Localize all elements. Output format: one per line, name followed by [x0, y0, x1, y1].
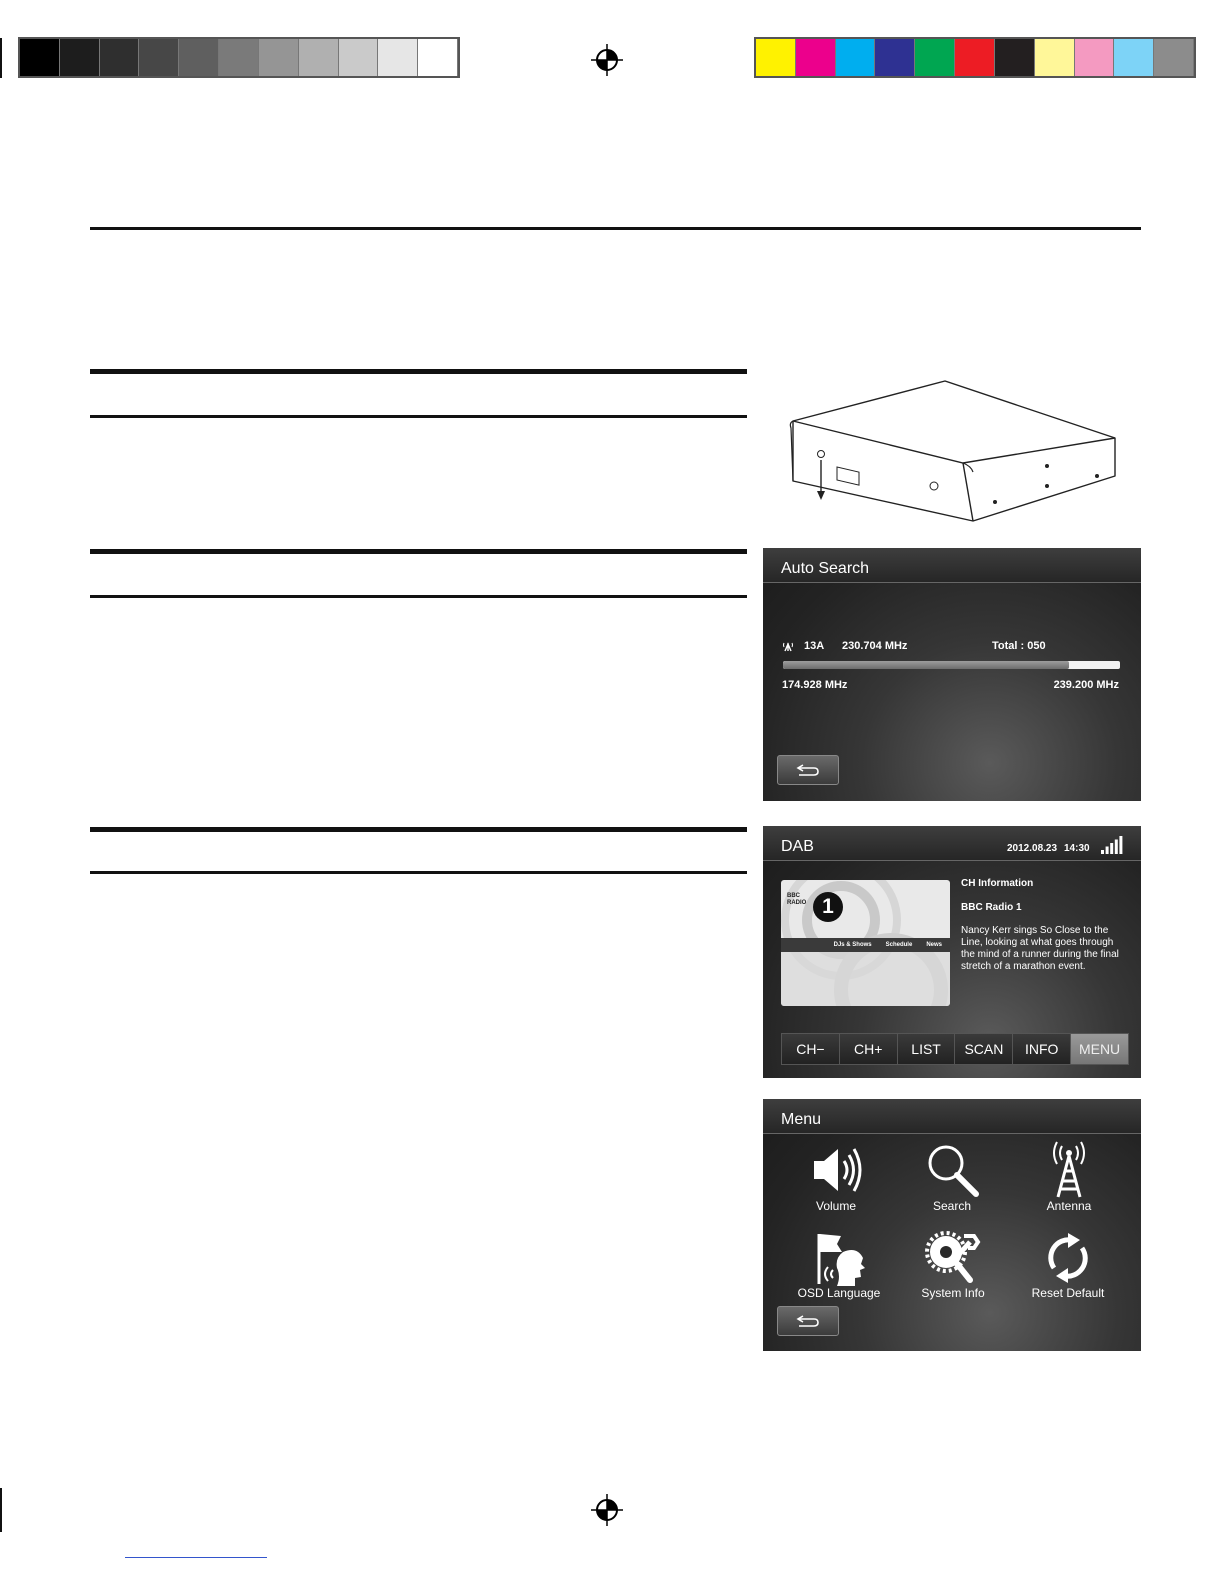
- menu-item-osd-language-label: OSD Language: [797, 1286, 881, 1300]
- menu-item-system-info-label: System Info: [921, 1286, 985, 1300]
- dab-button-bar: [781, 1033, 1129, 1065]
- bbc-radio-brand: BBC RADIO: [787, 893, 807, 906]
- signal-strength-icon: [1100, 835, 1124, 855]
- range-start-label: 174.928 MHz: [782, 679, 848, 691]
- menu-item-search[interactable]: [897, 1141, 1007, 1213]
- section3-bottom-rule: [90, 871, 747, 874]
- section2-bottom-rule: [90, 595, 747, 598]
- gray-swatch: [219, 39, 259, 76]
- gray-swatch: [179, 39, 219, 76]
- color-swatch: [995, 39, 1035, 76]
- system-info-icon: [924, 1230, 982, 1286]
- color-swatch: [756, 39, 796, 76]
- ch-plus-button[interactable]: CH+: [840, 1034, 898, 1064]
- section1-bottom-rule: [90, 415, 747, 418]
- dab-time: 14:30: [1064, 843, 1090, 854]
- gray-swatch: [259, 39, 299, 76]
- antenna-icon: [1041, 1141, 1097, 1199]
- volume-icon: [808, 1141, 864, 1199]
- menu-item-reset-default-label: Reset Default: [1031, 1286, 1105, 1300]
- search-progress-bar: [783, 661, 1120, 669]
- gray-swatch: [378, 39, 418, 76]
- menu-item-volume-label: Volume: [815, 1199, 857, 1213]
- signal-bar: [1106, 847, 1109, 855]
- info-button[interactable]: INFO: [1013, 1034, 1071, 1064]
- search-progress-fill: [783, 661, 1069, 669]
- station-nav-bar: [781, 938, 950, 952]
- gray-calibration-strip: [18, 37, 460, 78]
- gray-swatch: [339, 39, 379, 76]
- signal-bar: [1119, 836, 1122, 854]
- list-button[interactable]: LIST: [898, 1034, 956, 1064]
- station-nav-djs: DJs & Shows: [833, 942, 872, 948]
- device-illustration: [785, 376, 1125, 526]
- station-nav-schedule: Schedule: [885, 942, 913, 948]
- color-swatch: [1035, 39, 1075, 76]
- back-arrow-icon: [795, 763, 821, 777]
- search-icon: [924, 1141, 980, 1199]
- total-label: Total : 050: [992, 640, 1046, 652]
- gray-swatch: [20, 39, 60, 76]
- range-end-label: 239.200 MHz: [1053, 679, 1119, 691]
- frequency-label: 230.704 MHz: [842, 640, 908, 652]
- signal-bar: [1115, 840, 1118, 855]
- station-number-badge: [813, 892, 843, 922]
- back-arrow-icon: [795, 1314, 821, 1328]
- station-number: 1: [822, 895, 834, 918]
- registration-mark-bottom-icon: [591, 1494, 623, 1526]
- color-swatch: [1075, 39, 1115, 76]
- color-calibration-strip: [754, 37, 1196, 78]
- info-heading: CH Information: [961, 878, 1034, 889]
- color-swatch: [915, 39, 955, 76]
- gray-swatch: [100, 39, 140, 76]
- channel-label: 13A: [804, 640, 825, 652]
- menu-item-volume[interactable]: [781, 1141, 891, 1213]
- gray-swatch: [60, 39, 100, 76]
- color-swatch: [875, 39, 915, 76]
- menu-item-osd-language[interactable]: [784, 1230, 894, 1300]
- crop-mark-left-top: [0, 38, 2, 78]
- color-swatch: [796, 39, 836, 76]
- menu-item-system-info[interactable]: [898, 1230, 1008, 1300]
- registration-mark-icon: [591, 44, 623, 76]
- station-logo-card: [781, 880, 950, 1006]
- station-name: BBC Radio 1: [961, 902, 1022, 913]
- menu-item-reset-default[interactable]: [1013, 1230, 1123, 1300]
- color-swatch: [1154, 39, 1194, 76]
- signal-bar: [1110, 843, 1113, 854]
- scan-button[interactable]: SCAN: [955, 1034, 1013, 1064]
- crop-mark-left-bottom: [0, 1488, 2, 1532]
- auto-search-screen: [763, 548, 1141, 801]
- reset-icon: [1040, 1230, 1096, 1286]
- menu-title: Menu: [781, 1111, 822, 1128]
- section1-top-rule: [90, 369, 747, 374]
- ch-minus-button[interactable]: CH−: [782, 1034, 840, 1064]
- dab-date: 2012.08.23: [1007, 843, 1058, 854]
- footer-link-underline: [125, 1557, 267, 1558]
- section3-top-rule: [90, 827, 747, 832]
- menu-back-button[interactable]: [777, 1306, 839, 1336]
- menu-button[interactable]: MENU: [1071, 1034, 1128, 1064]
- menu-item-antenna-label: Antenna: [1046, 1199, 1092, 1213]
- color-swatch: [836, 39, 876, 76]
- color-swatch: [1114, 39, 1154, 76]
- back-button[interactable]: [777, 755, 839, 785]
- station-nav-news: News: [926, 942, 942, 948]
- menu-item-antenna[interactable]: [1014, 1141, 1124, 1213]
- dab-title: DAB: [781, 838, 814, 855]
- menu-screen: [763, 1099, 1141, 1351]
- gray-swatch: [418, 39, 458, 76]
- language-icon: [811, 1230, 867, 1286]
- header-rule: [90, 227, 1141, 230]
- dab-screen: [763, 826, 1141, 1078]
- color-swatch: [955, 39, 995, 76]
- gray-swatch: [139, 39, 179, 76]
- station-description: Nancy Kerr sings So Close to the Line, looking at what goes through the mind of a runner during the final stretch of a marathon event.: [961, 925, 1119, 972]
- auto-search-title: Auto Search: [781, 560, 870, 577]
- signal-bar: [1101, 850, 1104, 854]
- section2-top-rule: [90, 549, 747, 554]
- gray-swatch: [299, 39, 339, 76]
- antenna-signal-icon: [782, 640, 794, 652]
- menu-item-search-label: Search: [932, 1199, 972, 1213]
